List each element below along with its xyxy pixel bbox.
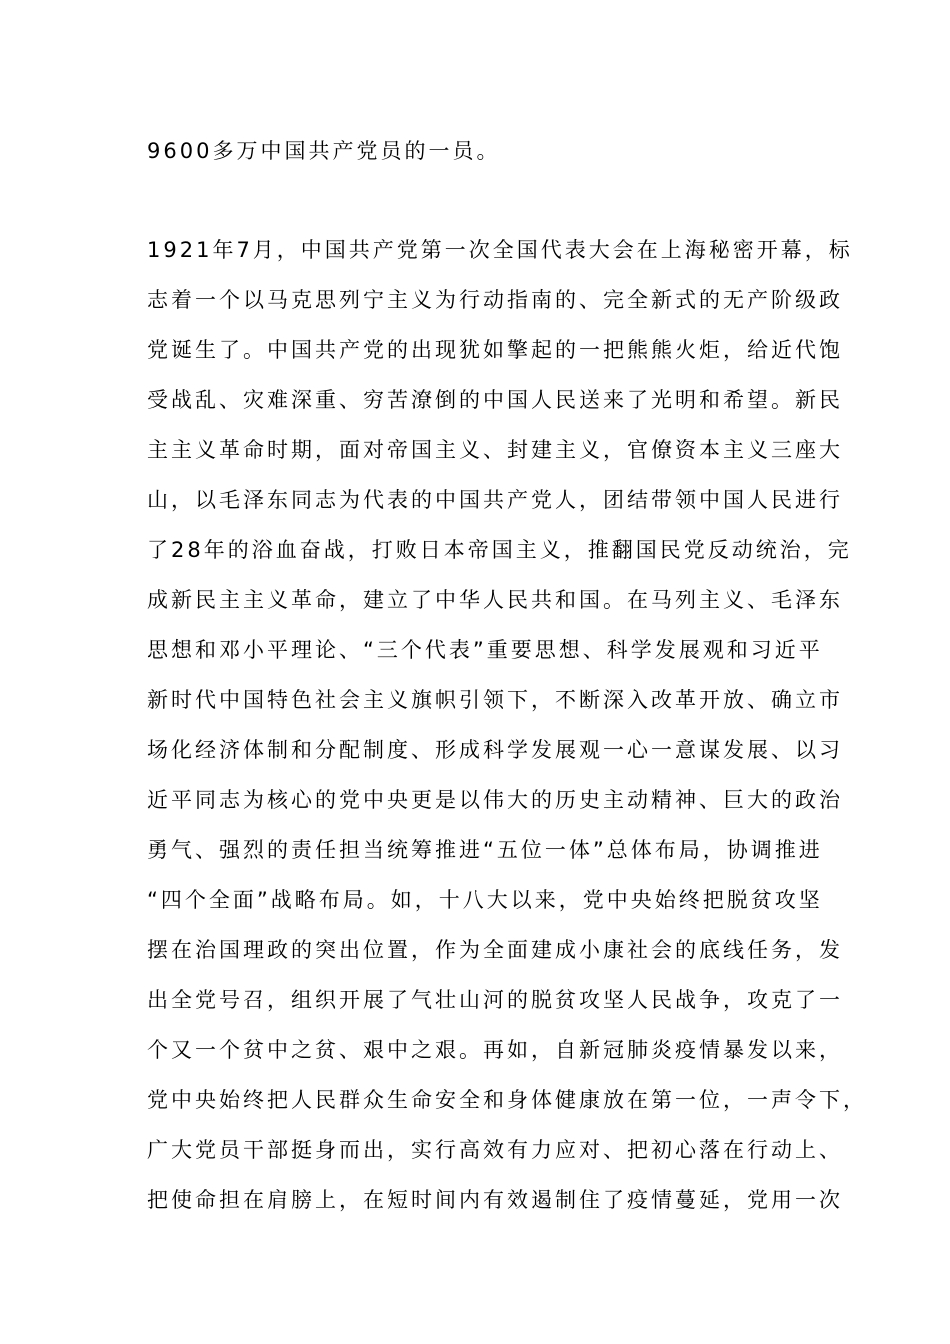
paragraph-2-line-4: 受战乱、灾难深重、穷苦潦倒的中国人民送来了光明和希望。新民 [147,388,843,412]
paragraph-2-line-3: 党诞生了。中国共产党的出现犹如擎起的一把熊熊火炬，给近代饱 [147,338,843,362]
paragraph-2-line-2: 志着一个以马克思列宁主义为行动指南的、完全新式的无产阶级政 [147,288,843,312]
paragraph-2-line-18: 党中央始终把人民群众生命安全和身体健康放在第一位，一声令下， [147,1088,867,1112]
paragraph-2-line-5: 主主义革命时期，面对帝国主义、封建主义，官僚资本主义三座大 [147,438,843,462]
paragraph-2-line-17: 个又一个贫中之贫、艰中之艰。再如，自新冠肺炎疫情暴发以来， [147,1038,843,1062]
paragraph-2-line-19: 广大党员干部挺身而出，实行高效有力应对、把初心落在行动上、 [147,1138,843,1162]
paragraph-2-line-6: 山，以毛泽东同志为代表的中国共产党人，团结带领中国人民进行 [147,488,843,512]
paragraph-2-line-9: 思想和邓小平理论、“三个代表”重要思想、科学发展观和习近平 [147,638,823,662]
paragraph-2-line-12: 近平同志为核心的党中央更是以伟大的历史主动精神、巨大的政治 [147,788,843,812]
paragraph-2-line-16: 出全党号召，组织开展了气壮山河的脱贫攻坚人民战争，攻克了一 [147,988,843,1012]
paragraph-2-line-10: 新时代中国特色社会主义旗帜引领下，不断深入改革开放、确立市 [147,688,843,712]
paragraph-2-line-15: 摆在治国理政的突出位置，作为全面建成小康社会的底线任务，发 [147,938,843,962]
paragraph-2-line-20: 把使命担在肩膀上，在短时间内有效遏制住了疫情蔓延，党用一次 [147,1188,843,1212]
paragraph-1-line-1: 9600多万中国共产党员的一员。 [147,139,501,163]
paragraph-2-line-11: 场化经济体制和分配制度、形成科学发展观一心一意谋发展、以习 [147,738,843,762]
paragraph-2-line-7: 了28年的浴血奋战，打败日本帝国主义，推翻国民党反动统治，完 [147,538,852,562]
paragraph-2-line-13: 勇气、强烈的责任担当统筹推进“五位一体”总体布局，协调推进 [147,838,823,862]
paragraph-2-line-1: 1921年7月，中国共产党第一次全国代表大会在上海秘密开幕，标 [147,238,853,262]
paragraph-2-line-14: “四个全面”战略布局。如，十八大以来，党中央始终把脱贫攻坚 [147,888,823,912]
paragraph-2-line-8: 成新民主主义革命，建立了中华人民共和国。在马列主义、毛泽东 [147,588,843,612]
